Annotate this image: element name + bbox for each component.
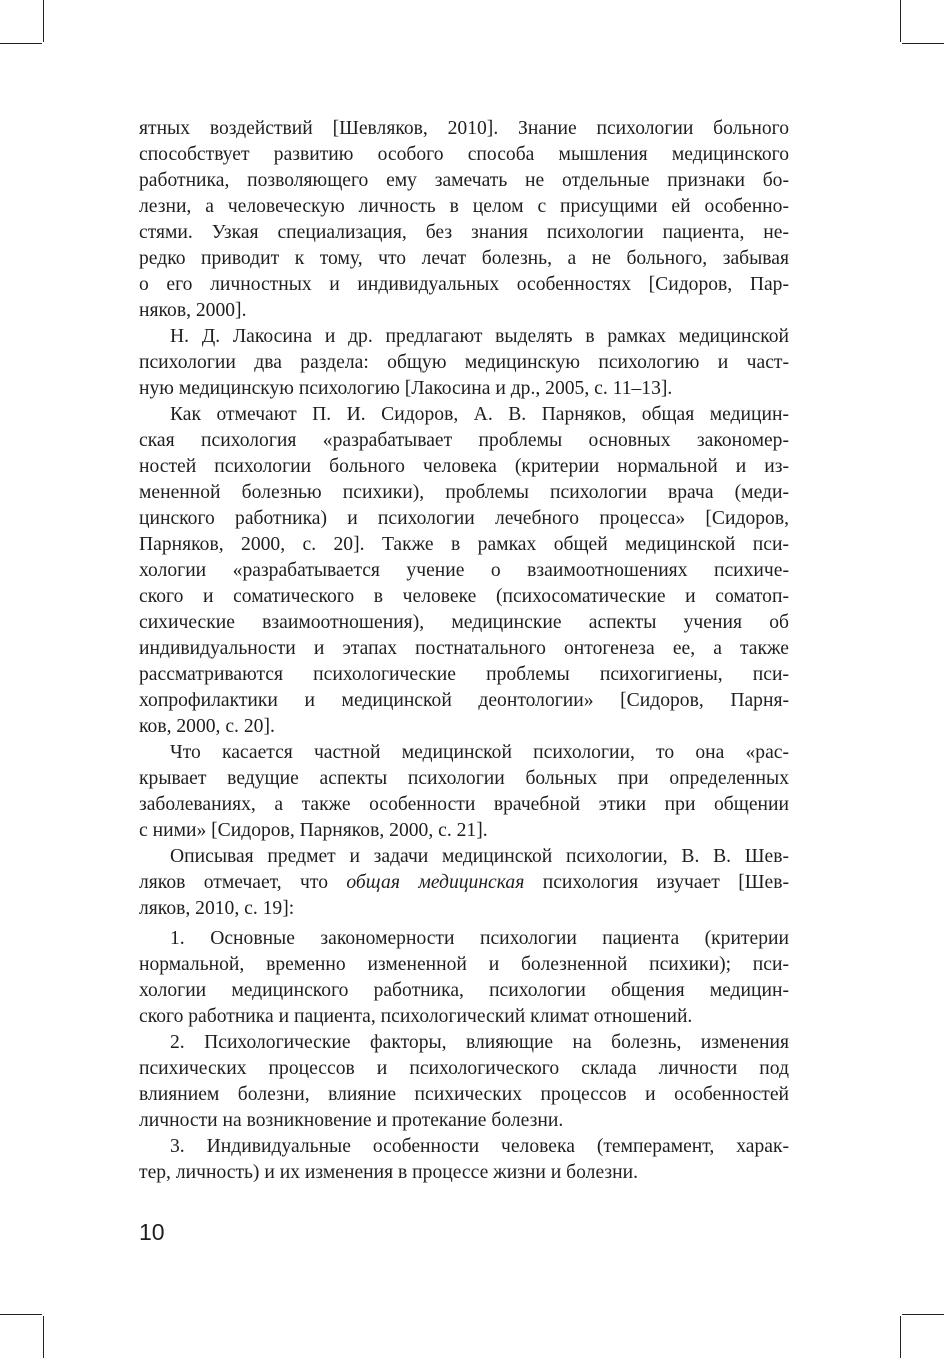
text-line: Описывая предмет и задачи медицинской психологии, В. В. Шев- [170,846,789,867]
crop-mark-top-right-vertical [900,0,901,42]
crop-mark-top-right-horizontal [902,43,944,44]
text-segment: психология изучает [Шев- [524,872,789,893]
text-line: хологии «разрабатывается учение о взаимоотношениях психиче- [139,560,789,581]
text-line: ятных воздействий [Шевляков, 2010]. Знание психологии больного [139,118,789,139]
crop-mark-bottom-right-horizontal [902,1314,944,1315]
paragraph [139,740,789,844]
italic-term: общая медицинская [346,872,525,893]
text-line: 1. Основные закономерности психологии пациента (критерии [170,928,789,949]
text-line: сихические взаимоотношения), медицинские аспекты учения об [139,612,789,633]
text-line: ляков, 2010, с. 19]: [139,898,295,919]
text-line: редко приводит к тому, что лечат болезнь, а не больного, забывая [139,248,789,269]
text-line: психических процессов и психологического склада личности под [139,1058,789,1079]
paragraph [139,402,789,740]
text-line: ского работника и пациента, психологический климат отношений. [139,1006,693,1027]
text-line: ского и соматического в человеке (психосоматические и соматоп- [139,586,789,607]
text-line: заболеваниях, а также особенности врачебной этики при общении [139,794,789,815]
crop-mark-bottom-right-vertical [900,1316,901,1358]
text-line: 2. Психологические факторы, влияющие на болезнь, изменения [170,1032,789,1053]
paragraph [139,324,789,402]
text-line: хологии медицинского работника, психологии общения медицин- [139,980,789,1001]
text-line: ков, 2000, с. 20]. [139,716,275,737]
text-line: 3. Индивидуальные особенности человека (темперамент, харак- [170,1136,789,1157]
paragraph [139,844,789,922]
text-line: няков, 2000]. [139,300,247,321]
text-line: цинского работника) и психологии лечебного процесса» [Сидоров, [139,508,789,529]
text-line: нормальной, временно измененной и болезненной психики); пси- [139,954,789,975]
text-line: Что касается частной медицинской психологии, то она «рас- [170,742,789,763]
text-line: ную медицинскую психологию [Лакосина и др., 2005, с. 11–13]. [139,378,673,399]
text-line: лезни, а человеческую личность в целом с присущими ей особенно- [139,196,789,217]
text-line: индивидуальности и этапах постнатального онтогенеза ее, а также [139,638,789,659]
crop-mark-bottom-left-vertical [43,1316,44,1358]
text-line: о его личностных и индивидуальных особенностях [Сидоров, Пар- [139,274,789,295]
text-line: ская психология «разрабатывает проблемы основных закономер- [139,430,789,451]
text-line: влиянием болезни, влияние психических процессов и особенностей [139,1084,789,1105]
text-segment: ляков отмечает, что [139,872,347,893]
text-line: рассматриваются психологические проблемы психогигиены, пси- [139,664,789,685]
text-line: хопрофилактики и медицинской деонтологии» [Сидоров, Парня- [139,690,789,711]
text-line: мененной болезнью психики), проблемы психологии врача (меди- [139,482,789,503]
text-line: Парняков, 2000, с. 20]. Также в рамках общей медицинской пси- [139,534,789,555]
text-line: тер, личность) и их изменения в процессе жизни и болезни. [139,1162,639,1183]
text-line [139,870,789,896]
text-line: стями. Узкая специализация, без знания психологии пациента, не- [139,222,789,243]
paragraph [139,1030,789,1134]
paragraph [139,926,789,1030]
text-line: способствует развитию особого способа мышления медицинского [139,144,789,165]
text-line: личности на возникновение и протекание болезни. [139,1110,564,1131]
text-line: с ними» [Сидоров, Парняков, 2000, с. 21]. [139,820,488,841]
text-line: Как отмечают П. И. Сидоров, А. В. Парняков, общая медицин- [170,404,789,425]
text-line: ностей психологии больного человека (критерии нормальной и из- [139,456,789,477]
paragraph [139,116,789,324]
crop-mark-top-left-horizontal [0,43,42,44]
text-line: крывает ведущие аспекты психологии больных при определенных [139,768,789,789]
crop-mark-top-left-vertical [43,0,44,42]
body-text [139,116,789,1186]
text-line: психологии два раздела: общую медицинскую психологию и част- [139,352,789,373]
text-line: Н. Д. Лакосина и др. предлагают выделять в рамках медицинской [170,326,789,347]
paragraph [139,1134,789,1186]
text-line: работника, позволяющего ему замечать не отдельные признаки бо- [139,170,789,191]
page-number: 10 [139,1219,165,1245]
crop-mark-bottom-left-horizontal [0,1314,42,1315]
